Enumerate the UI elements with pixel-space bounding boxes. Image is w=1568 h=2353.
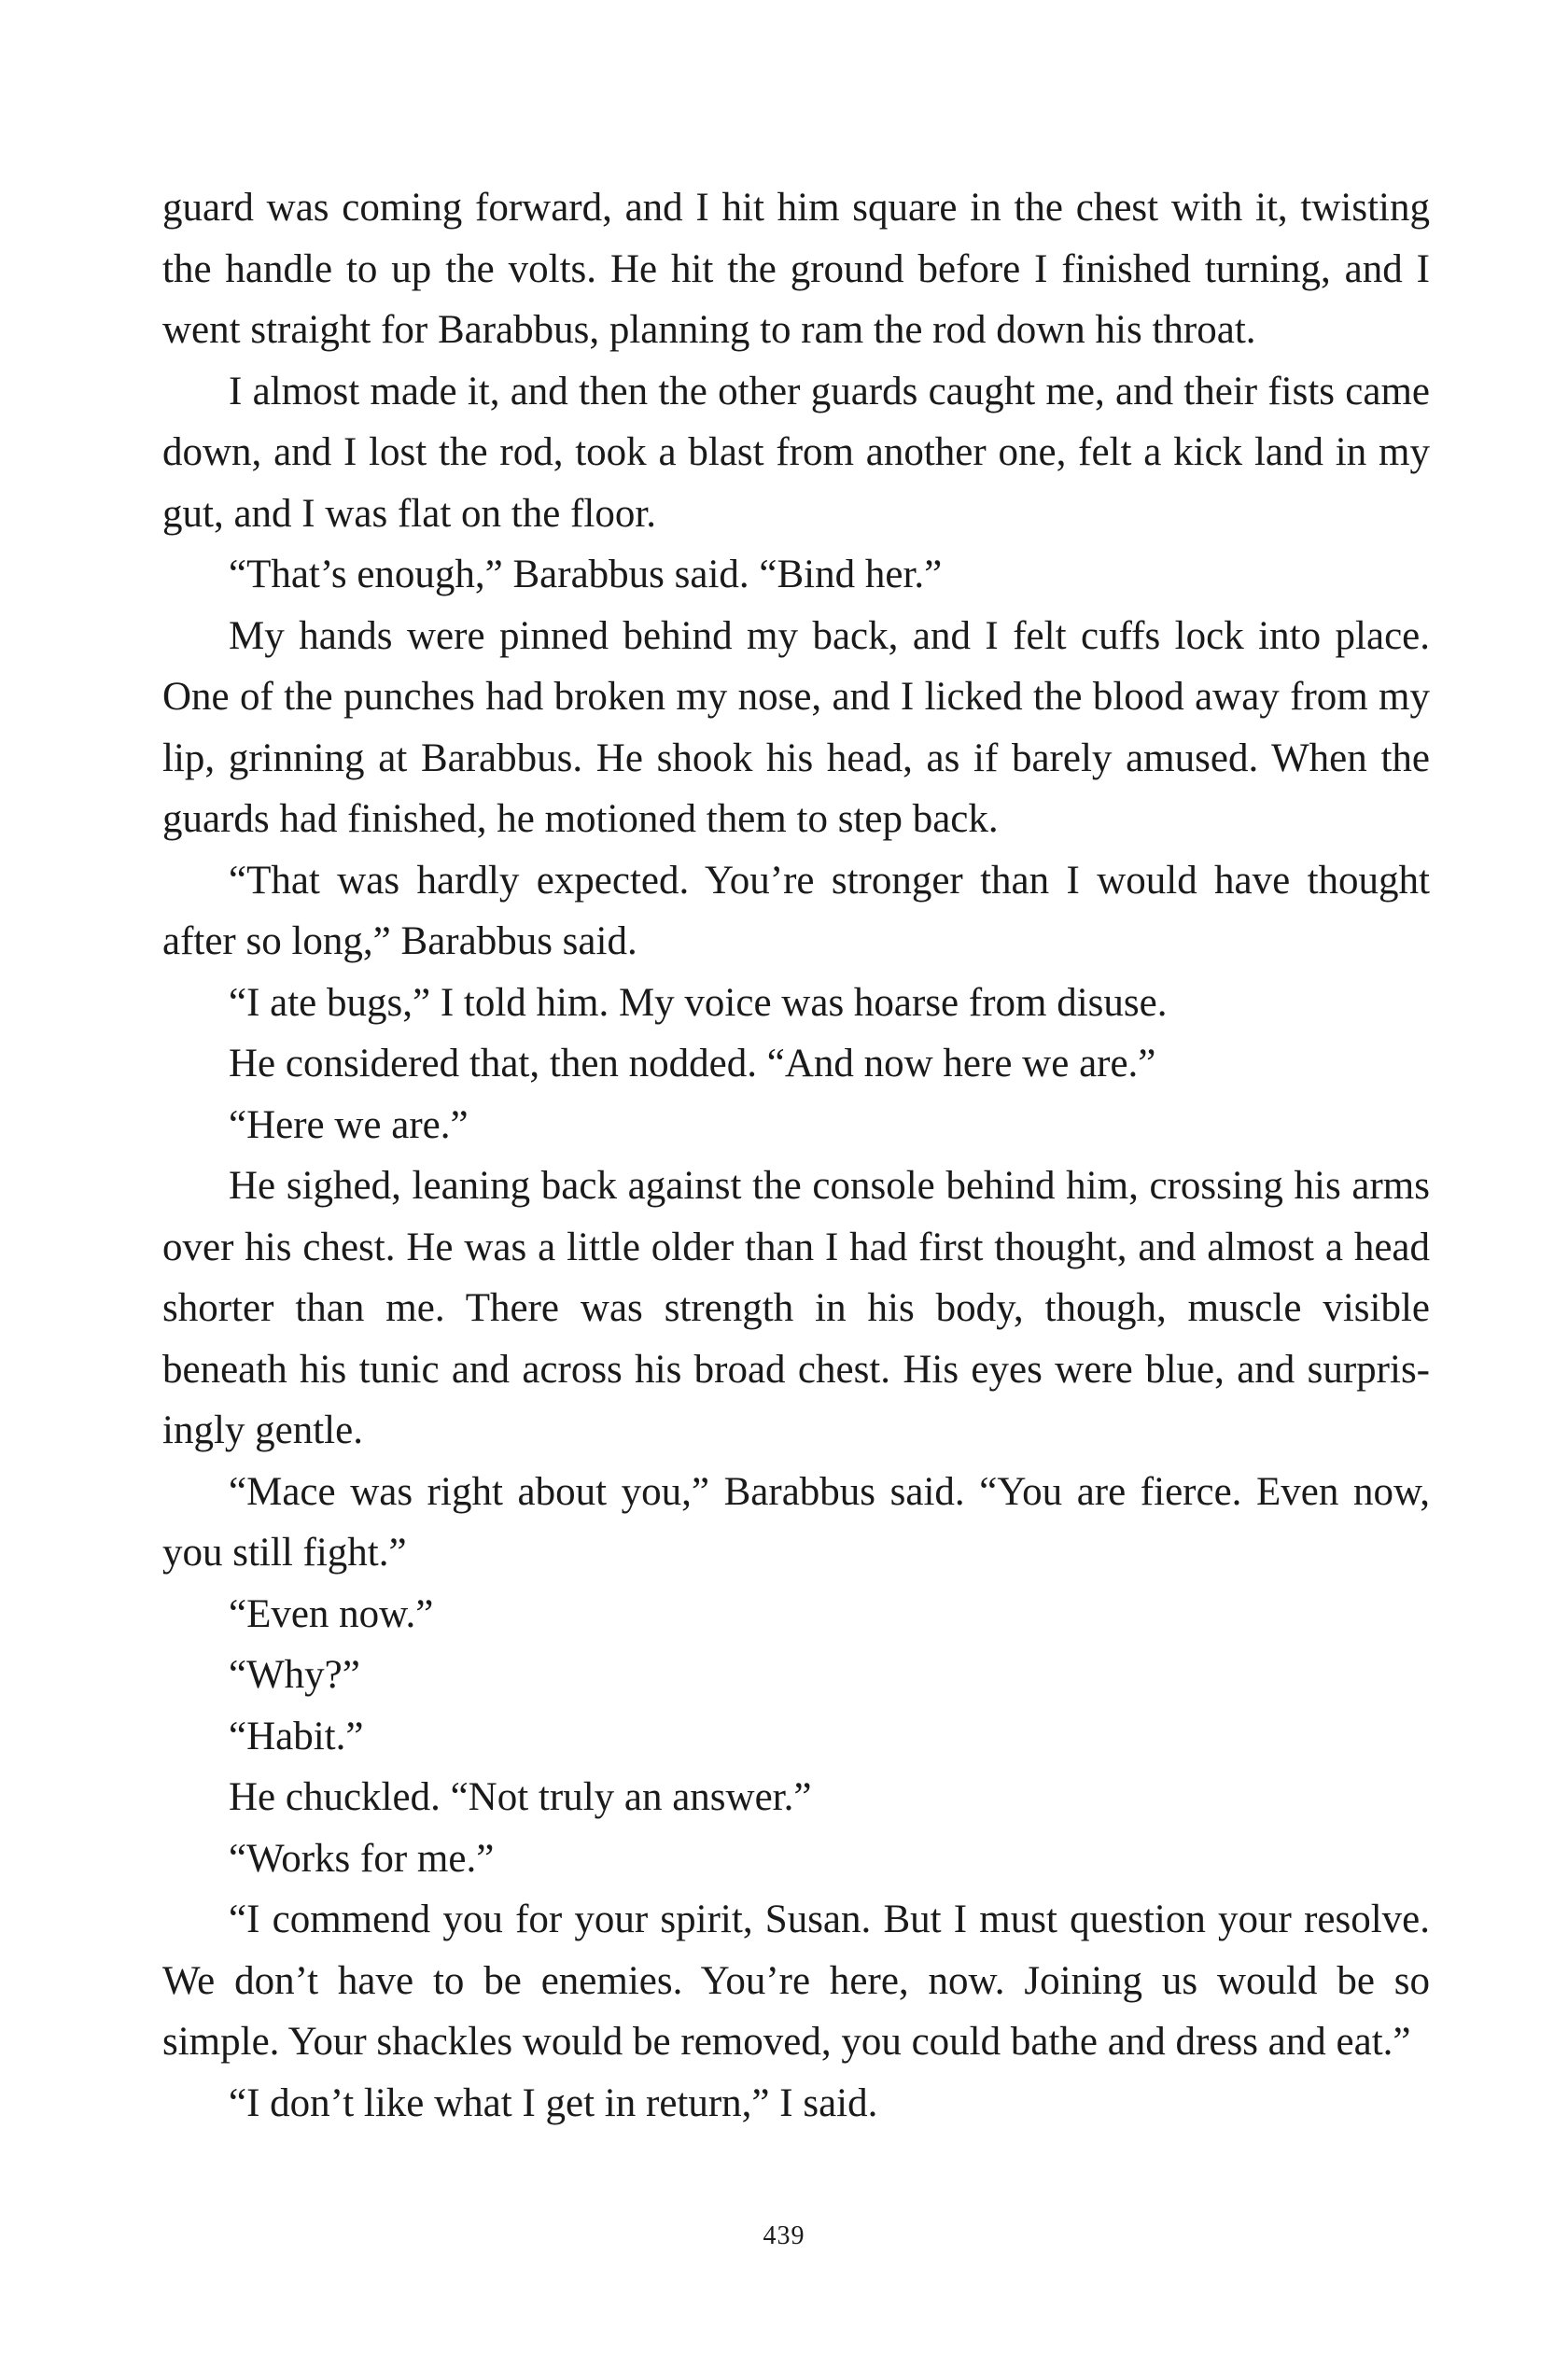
paragraph: He chuckled. “Not truly an answer.”: [229, 1775, 812, 1819]
paragraph: “Works for me.”: [229, 1836, 495, 1881]
paragraph: My hands were pinned behind my back, and I felt cuffs lock into place. One of the punches had broken my nose, and I licked the blood away from my lip, grinning at Barabbus. He shook his head, as if barely amused. When the guards had finished, he motioned them to step back.: [162, 613, 1430, 841]
paragraph: “I ate bugs,” I told him. My voice was hoarse from disuse.: [229, 980, 1168, 1025]
paragraph: “Mace was right about you,” Barabbus said. “You are fierce. Even now, you still fight.”: [162, 1469, 1430, 1575]
paragraph: “Habit.”: [229, 1714, 364, 1758]
paragraph: “That’s enough,” Barabbus said. “Bind her.”: [229, 553, 943, 596]
paragraph: He sighed, leaning back against the console behind him, crossing his arms over his chest. He was a little older than I had first thought, and almost a head shorter than me. There was strength in his body, though, muscle visible beneath his tunic and across his broad chest. His eyes were blue, and surpris-ingly gentle.: [162, 1164, 1430, 1452]
paragraph: He considered that, then nodded. “And now here we are.”: [229, 1042, 1156, 1085]
paragraph: guard was coming forward, and I hit him square in the chest with it, twisting the handle to up the volts. He hit the ground before I finished turning, and I went straight for Barabbus, planning to ram the rod down his throat.: [162, 186, 1430, 352]
body-text: [162, 177, 1430, 2134]
paragraph: “Here we are.”: [229, 1102, 469, 1147]
paragraph: I almost made it, and then the other guards caught me, and their fists came down, and I lost the rod, took a blast from another one, felt a kick land in my gut, and I was flat on the floor.: [162, 369, 1430, 536]
paragraph: “Even now.”: [229, 1591, 434, 1636]
page-number: 439: [763, 2221, 805, 2250]
paragraph: “I commend you for your spirit, Susan. But I must question your resolve. We don’t have to be enemies. You’re here, now. Joining us would be so simple. Your shackles would be removed, you could bathe and dress and eat.”: [162, 1898, 1430, 2064]
paragraph: “That was hardly expected. You’re stronger than I would have thought after so long,” Barabbus said.: [162, 858, 1430, 963]
paragraph: “Why?”: [229, 1653, 360, 1697]
paragraph: “I don’t like what I get in return,” I said.: [229, 2080, 878, 2125]
